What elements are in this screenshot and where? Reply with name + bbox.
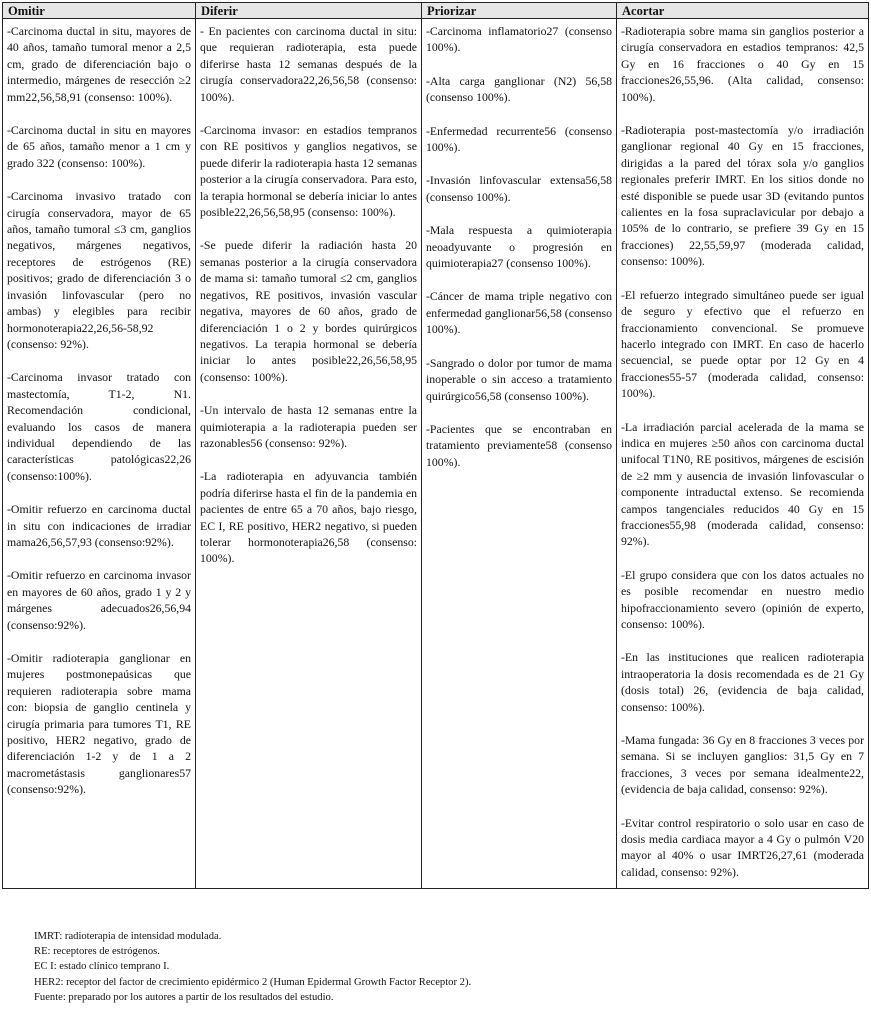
header-priorizar: Priorizar: [422, 3, 617, 19]
footnote: Fuente: preparado por los autores a partir de los resultados del estudio.: [34, 991, 334, 1003]
omitir-item: -Carcinoma invasor tratado con mastectomía, T1-2, N1. Recomendación condicional, evaluando los casos de manera individual dependiendo de las características patológicas22,26 (consenso:100%).: [7, 370, 191, 483]
diferir-item: -Un intervalo de hasta 12 semanas entre la quimioterapia a la radioterapia pueden ser razonables56 (consenso: 92%).: [200, 403, 417, 450]
diferir-item: -Carcinoma invasor: en estadios tempranos con RE positivos y ganglios negativos, se puede diferir la radioterapia hasta 12 semanas posterior a la cirugía conservadora. Para esto, la terapia hormonal se debería iniciar lo antes posible22,26,56,58,95 (consenso: 100%).: [200, 123, 417, 220]
footnote: HER2: receptor del factor de crecimiento epidérmico 2 (Human Epidermal Growth Factor Receptor 2).: [34, 976, 472, 988]
acortar-item: -Evitar control respiratorio o solo usar en caso de dosis media cardiaca mayor a 4 Gy o pulmón V20 mayor al 40% o usar IMRT26,27,61 (moderada calidad, consenso: 92%).: [621, 815, 864, 879]
footnote: IMRT: radioterapia de intensidad modulada.: [34, 931, 222, 942]
footnote: RE: receptores de estrógenos.: [34, 946, 160, 958]
acortar-item: -En las instituciones que realicen radioterapia intraoperatoria la dosis recomendada es de 21 Gy (dosis total) 26, (evidencia de baja calidad, consenso: 100%).: [621, 650, 864, 714]
header-acortar: Acortar: [617, 3, 869, 19]
recommendations-table: [2, 2, 869, 889]
omitir-item: -Carcinoma ductal in situ, mayores de 40 años, tamaño tumoral menor a 2,5 cm, grado de diferenciación bajo o intermedio, márgenes de resección ≥2 mm22,56,58,91 (consenso: 100%).: [7, 24, 191, 104]
priorizar-item: -Pacientes que se encontraban en tratamiento previamente58 (consenso 100%).: [426, 421, 612, 469]
column-priorizar: [422, 19, 617, 889]
priorizar-item: -Invasión linfovascular extensa56,58 (consenso 100%).: [426, 173, 612, 204]
table-header-row: [3, 3, 869, 19]
column-acortar: [617, 19, 869, 889]
priorizar-item: -Mala respuesta a quimioterapia neoadyuvante o progresión en quimioterapia27 (consenso 100%).: [426, 223, 612, 271]
acortar-item: -El refuerzo integrado simultáneo puede ser igual de seguro y efectivo que el refuerzo en fraccionamiento convencional. Se promueve hacerlo integrado con IMRT. En caso de hacerlo secuencial, se puede optar por 12 Gy en 4 fracciones55-57 (moderada calidad, consenso: 100%).: [621, 287, 864, 401]
acortar-item: -Mama fungada: 36 Gy en 8 fracciones 3 veces por semana. Si se incluyen ganglios: 31,5 Gy en 7 fracciones, 3 veces por semana idealmente22, (evidencia de baja calidad, consenso: 92%).: [621, 733, 864, 797]
header-omitir: Omitir: [3, 3, 196, 19]
diferir-item: -Se puede diferir la radiación hasta 20 semanas posterior a la cirugía conservadora de mama si: tamaño tumoral ≤2 cm, ganglios negativos, RE positivos, invasión vascular negativa, mayores de 60 años, grado de diferenciación 1 o 2 y bordes quirúrgicos negativos. La terapia hormonal se debería iniciar lo antes posible22,26,56,58,95 (consenso: 100%).: [200, 238, 417, 384]
omitir-item: -Carcinoma ductal in situ en mayores de 65 años, tamaño menor a 1 cm y grado 322 (consenso: 100%).: [7, 123, 191, 170]
diferir-item: - En pacientes con carcinoma ductal in situ: que requieran radioterapia, esta puede diferirse hasta 12 semanas después de la cirugía conservadora22,26,56,58 (consenso: 100%).: [200, 24, 417, 104]
priorizar-item: -Alta carga ganglionar (N2) 56,58 (consenso 100%).: [426, 73, 612, 105]
diferir-item: -La radioterapia en adyuvancia también podría diferirse hasta el fin de la pandemia en pacientes de entre 65 a 70 años, bajo riesgo, EC I, RE positivo, HER2 negativo, si pueden tolerar hormonoterapia26,58 (consenso: 100%).: [200, 469, 417, 566]
omitir-item: -Omitir refuerzo en carcinoma ductal in situ con indicaciones de irradiar mama26,56,57,93 (consenso:92%).: [7, 502, 191, 549]
acortar-item: -Radioterapia post-mastectomía y/o irradiación ganglionar regional 40 Gy en 15 fracciones, dirigidas a la pared del tórax sola y/o ganglios regionales preferir IMRT. En los sitios donde no esté disponible se puede usar 3D (evitando puntos calientes en la fosa supraclavicular por debajo a 105% de lo contrario, se prefiere 39 Gy en 15 fracciones) 22,55,59,97 (moderada calidad, consenso: 100%).: [621, 123, 864, 269]
omitir-item: -Omitir refuerzo en carcinoma invasor en mayores de 60 años, grado 1 y 2 y márgenes adecuados26,56,94 (consenso:92%).: [7, 568, 191, 632]
table-body-row: [3, 19, 869, 889]
priorizar-item: -Enfermedad recurrente56 (consenso 100%).: [426, 123, 612, 155]
acortar-item: -La irradiación parcial acelerada de la mama se indica en mujeres ≥50 años con carcinoma ductal unifocal T1N0, RE positivos, márgenes de escisión de ≥2 mm y ausencia de invasión linfovascular o componente intraductal extenso. Se recomienda campos tangenciales reducidos 40 Gy en 15 fracciones55,98 (moderada calidad, consenso: 92%).: [621, 419, 864, 549]
header-diferir: Diferir: [196, 3, 422, 19]
column-omitir: [3, 19, 196, 889]
table-footnotes: [34, 929, 471, 1005]
footnote: EC I: estado clínico temprano I.: [34, 961, 170, 973]
acortar-item: -El grupo considera que con los datos actuales no es posible recomendar en nuestro medio hipofraccionamiento severo (opinión de experto, consenso: 100%).: [621, 567, 864, 631]
priorizar-item: -Cáncer de mama triple negativo con enfermedad ganglionar56,58 (consenso 100%).: [426, 289, 612, 337]
priorizar-item: -Carcinoma inflamatorio27 (consenso 100%).: [426, 24, 612, 55]
omitir-item: -Omitir radioterapia ganglionar en mujeres postmonepaúsicas que requieren radioterapia sobre mama con: biopsia de ganglio centinela y cirugía primaria para tumores T1, RE positivo, HER2 negativo, grado de diferenciación 1-2 y de 1 a 2 macrometástasis ganglionares57 (consenso:92%).: [7, 651, 191, 797]
acortar-item: -Radioterapia sobre mama sin ganglios posterior a cirugía conservadora en estadios tempranos: 42,5 Gy en 16 fracciones o 40 Gy en 15 fracciones26,55,96. (Alta calidad, consenso: 100%).: [621, 24, 864, 104]
omitir-item: -Carcinoma invasivo tratado con cirugía conservadora, mayor de 65 años, tamaño tumoral ≤3 cm, ganglios negativos, márgenes negativos, receptores de estrógenos (RE) positivos; grado de diferenciación 3 o invasión linfovascular (pero no ambas) y elegibles para recibir hormonoterapia22,26,56-58,92 (consenso: 92%).: [7, 189, 191, 351]
priorizar-item: -Sangrado o dolor por tumor de mama inoperable o sin acceso a tratamiento quirúrgico56,58 (consenso 100%).: [426, 355, 612, 403]
column-diferir: [196, 19, 422, 889]
